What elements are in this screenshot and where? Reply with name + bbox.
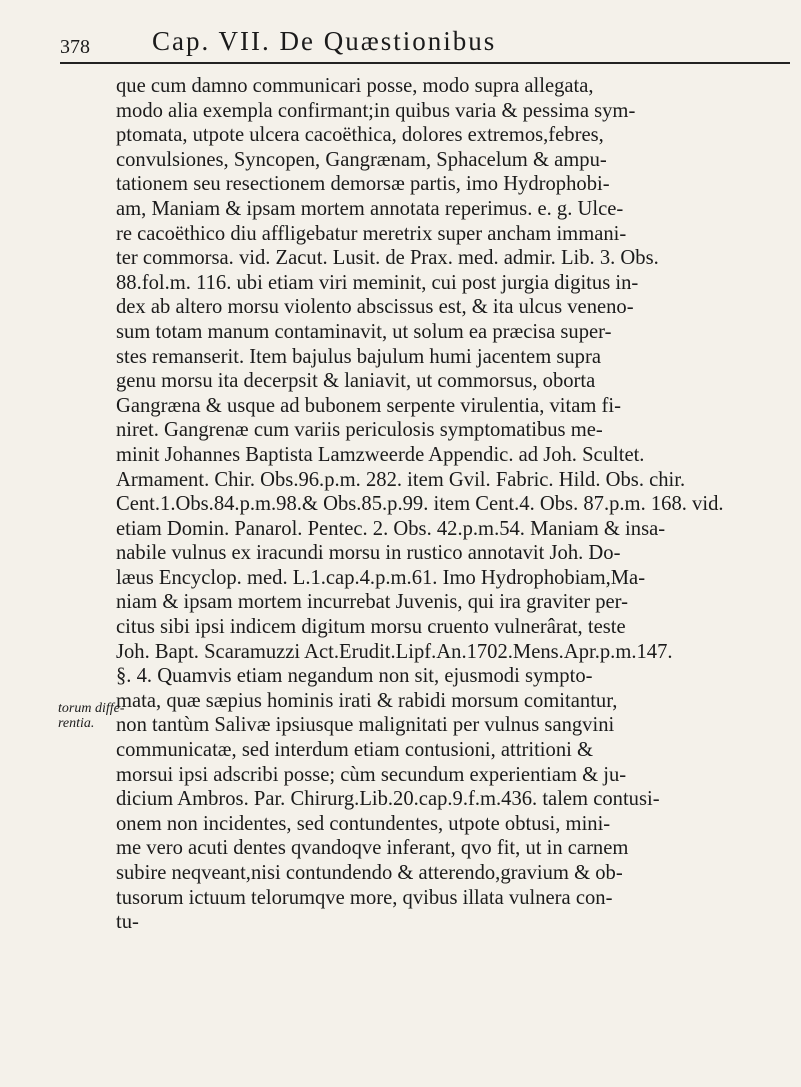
margin-note-line: torum diffe- [58,701,125,716]
text-line: morsui ipsi adscribi posse; cùm secundum experientiam & ju- [116,763,627,786]
page-number: 378 [60,36,90,58]
text-line: tationem seu resectionem demorsæ partis, imo Hydrophobi- [116,173,610,196]
text-line: onem non incidentes, sed contundentes, utpote obtusi, mini- [116,812,611,835]
text-line: tusorum ictuum telorumqve more, qvibus illata vulnera con- [116,886,613,909]
text-line: communicatæ, sed interdum etiam contusioni, attritioni & [116,739,594,762]
text-line: re cacoëthico diu affligebatur meretrix super ancham immani- [116,222,627,245]
text-line: subire neqveant,nisi contundendo & atterendo,gravium & ob- [116,862,623,884]
text-line: modo alia exempla confirmant;in quibus varia & pessima sym- [116,99,636,122]
running-head: Cap. VII. De Quæstionibus [152,26,497,56]
text-line: dex ab altero morsu violento abscissus est, & ita ulcus veneno- [116,296,634,319]
text-line: non tantùm Salivæ ipsiusque malignitati per vulnus sangvini [116,714,615,737]
text-line: mata, quæ sæpius hominis irati & rabidi morsum comitantur, [116,689,618,712]
text-line: §. 4. Quamvis etiam negandum non sit, ejusmodi sympto- [116,665,593,688]
margin-note-line: rentia. [58,716,95,731]
text-line: Joh. Bapt. Scaramuzzi Act.Erudit.Lipf.An.1702.Mens.Apr.p.m.147. [116,640,673,663]
header-rule [60,62,790,64]
text-line: ptomata, utpote ulcera cacoëthica, dolores extremos,febres, [116,124,604,147]
text-line: stes remanserit. Item bajulus bajulum humi jacentem supra [116,345,601,368]
text-line: niret. Gangrenæ cum variis periculosis symptomatibus me- [116,419,603,442]
text-line: Gangræna & usque ad bubonem serpente virulentia, vitam fi- [116,394,621,417]
text-line: genu morsu ita decerpsit & laniavit, ut commorsus, oborta [116,370,596,393]
text-line: am, Maniam & ipsam mortem annotata reperimus. e. g. Ulce- [116,197,624,220]
text-line: sum totam manum contaminavit, ut solum ea præcisa super- [116,320,612,343]
text-line: etiam Domin. Panarol. Pentec. 2. Obs. 42.p.m.54. Maniam & insa- [116,517,666,540]
text-line: que cum damno communicari posse, modo supra allegata, [116,75,594,97]
text-line: citus sibi ipsi indicem digitum morsu cruento vulnerârat, teste [116,616,626,639]
text-line: niam & ipsam mortem incurrebat Juvenis, qui ira graviter per- [116,591,628,614]
text-line: tu- [116,911,139,934]
text-line: nabile vulnus ex iracundi morsu in rustico annotavit Joh. Do- [116,542,621,565]
text-line: Armament. Chir. Obs.96.p.m. 282. item Gvil. Fabric. Hild. Obs. chir. [116,468,686,491]
text-line: minit Johannes Baptista Lamzweerde Appendic. ad Joh. Scultet. [116,443,645,466]
body-text [116,74,800,935]
text-line: convulsiones, Syncopen, Gangrænam, Sphacelum & ampu- [116,148,607,171]
text-line: ter commorsa. vid. Zacut. Lusit. de Prax. med. admir. Lib. 3. Obs. [116,247,659,270]
text-line: læus Encyclop. med. L.1.cap.4.p.m.61. Imo Hydrophobiam,Ma- [116,566,646,589]
text-line: Cent.1.Obs.84.p.m.98.& Obs.85.p.99. item Cent.4. Obs. 87.p.m. 168. vid. [116,493,724,516]
text-line: dicium Ambros. Par. Chirurg.Lib.20.cap.9.f.m.436. talem contusi- [116,788,660,811]
text-line: me vero acuti dentes qvandoqve inferant, qvo fit, ut in carnem [116,837,629,860]
text-line: 88.fol.m. 116. ubi etiam viri meminit, cui post jurgia digitus in- [116,271,639,294]
margin-note [58,701,125,731]
